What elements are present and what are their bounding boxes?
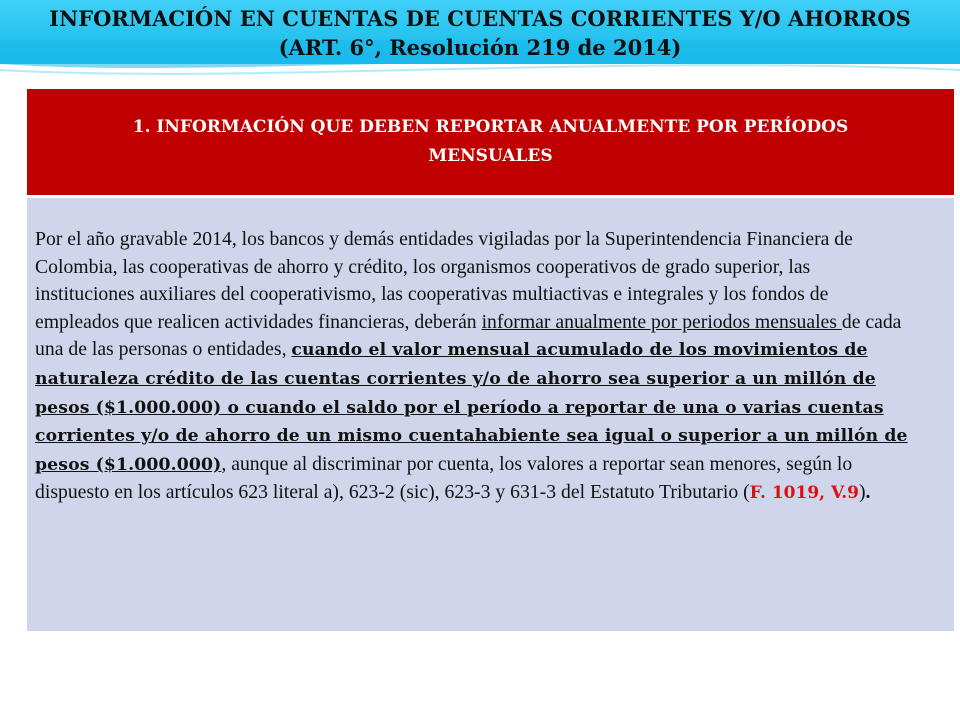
- underlined-phrase: informar anualmente por periodos mensuales: [481, 310, 842, 333]
- section-heading-box: [27, 89, 954, 195]
- bold-condition: cuando el valor mensual acumulado de los movimientos de naturaleza crédito de las cuentas corrientes y/o de ahorro sea superior a un millón de pesos ($1.000.000) o cuando el saldo por el período a reportar de una o varias cuentas corrientes y/o de ahorro de un mismo cuentahabiente sea igual o superior a un millón de pesos ($1.000.000): [35, 340, 908, 475]
- slide-title: [0, 4, 960, 62]
- slide-title-line1: INFORMACIÓN EN CUENTAS DE CUENTAS CORRIENTES Y/O AHORROS: [49, 6, 911, 31]
- body-text-part2: de cada una de las personas o entidades,: [35, 310, 902, 361]
- body-text-part3: , aunque al discriminar por cuenta, los valores a reportar sean menores, según lo dispuesto en los artículos 623 literal a), 623-2 (sic), 623-3 y 631-3 del Estatuto Tributario (: [35, 452, 853, 504]
- final-period: .: [865, 481, 871, 504]
- form-reference: F. 1019, V.9: [749, 483, 859, 504]
- body-text-box: [27, 198, 954, 631]
- body-paragraph: [35, 226, 914, 508]
- section-heading-line2: MENSUALES: [428, 146, 553, 166]
- body-text-part1: Por el año gravable 2014, los bancos y demás entidades vigiladas por la Superintendencia Financiera de Colombia, las cooperativas de ahorro y crédito, los organismos cooperativos de grado superior, las instituciones auxiliares del cooperativismo, las cooperativas multiactivas e integrales y los fondos de empleados que realicen actividades financieras, deberán: [35, 228, 853, 333]
- section-heading-line1: 1. INFORMACIÓN QUE DEBEN REPORTAR ANUALMENTE POR PERÍODOS: [132, 117, 849, 137]
- slide-title-line2: (ART. 6°, Resolución 219 de 2014): [278, 35, 682, 60]
- closing-paren: ): [858, 481, 866, 504]
